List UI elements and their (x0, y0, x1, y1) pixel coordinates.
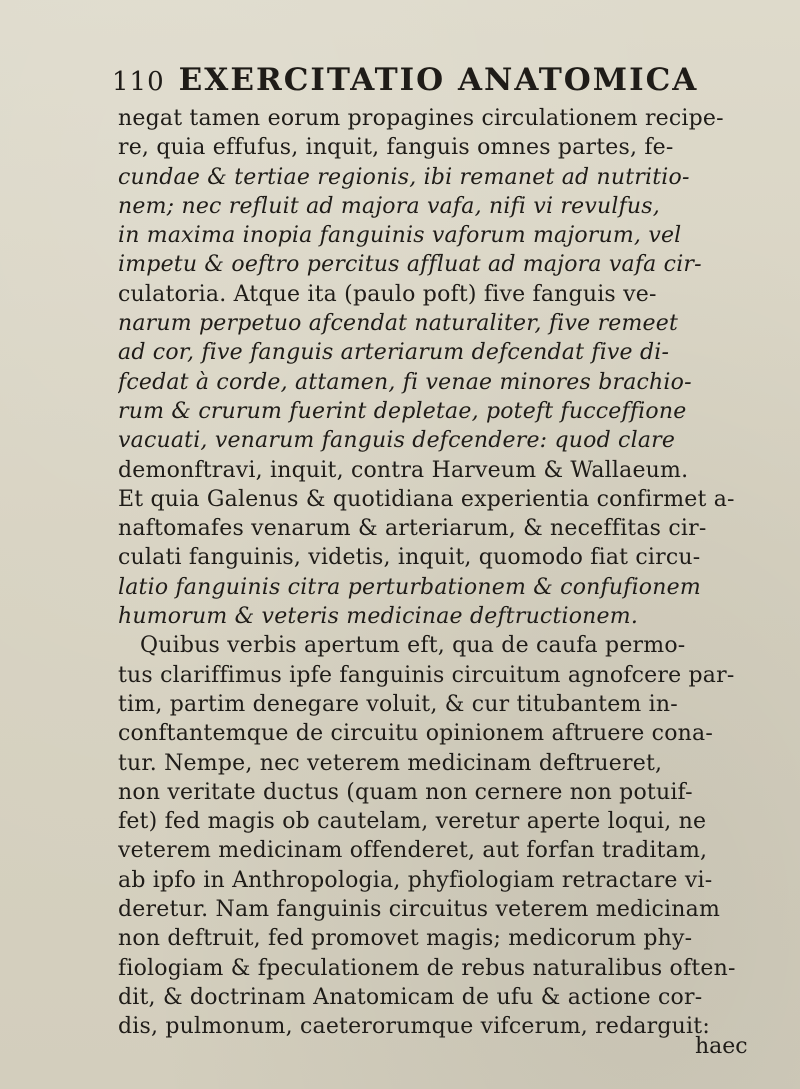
text-line: veterem medicinam offenderet, aut forfan traditam, (118, 838, 708, 864)
text-line: Quibus verbis apertum eft, qua de caufa permo- (140, 633, 686, 659)
text-line: humorum & veteris medicinae deftructionem. (118, 604, 639, 630)
text-line: fet) fed magis ob cautelam, veretur aperte loqui, ne (118, 809, 707, 835)
text-line: in maxima inopia fanguinis vaforum majorum, vel (118, 223, 682, 249)
text-line: Et quia Galenus & quotidiana experientia confirmet a- (118, 486, 735, 512)
text-line: tur. Nempe, nec veterem medicinam deftrueret, (118, 750, 663, 776)
text-line: culati fanguinis, videtis, inquit, quomodo fiat circu- (118, 545, 701, 571)
page-number: 110 (112, 67, 165, 97)
text-line: dis, pulmonum, caeterorumque vifcerum, redarguit: (118, 1014, 710, 1040)
catchword: haec (695, 1034, 748, 1059)
text-line: culatoria. Atque ita (paulo poft) five fanguis ve- (118, 281, 657, 307)
text-line: impetu & oeftro percitus affluat ad majora vafa cir- (118, 252, 702, 278)
text-line: rum & crurum fuerint depletae, poteft fucceffione (118, 398, 687, 424)
text-line: fcedat à corde, attamen, fi venae minores brachio- (118, 369, 692, 395)
text-line: demonftravi, inquit, contra Harveum & Wallaeum. (118, 457, 689, 483)
text-line: non veritate ductus (quam non cernere non potuif- (118, 779, 693, 805)
text-line: latio fanguinis citra perturbationem & confufionem (118, 574, 701, 600)
body-text (118, 104, 754, 1042)
page-header (112, 62, 712, 98)
text-line: ad cor, five fanguis arteriarum defcendat five di- (118, 340, 670, 366)
text-line: narum perpetuo afcendat naturaliter, five remeet (118, 311, 679, 337)
text-line: ab ipfo in Anthropologia, phyfiologiam retractare vi- (118, 867, 713, 893)
text-line: tim, partim denegare voluit, & cur titubantem in- (118, 691, 678, 717)
text-line: naftomafes venarum & arteriarum, & neceffitas cir- (118, 516, 707, 542)
text-line: cundae & tertiae regionis, ibi remanet ad nutritio- (118, 164, 690, 190)
text-line: negat tamen eorum propagines circulationem recipe- (118, 106, 724, 131)
text-line: non deftruit, fed promovet magis; medicorum phy- (118, 926, 693, 952)
running-head: EXERCITATIO ANATOMICA (178, 62, 699, 98)
text-line: nem; nec refluit ad majora vafa, nifi vi revulfus, (118, 193, 660, 219)
text-line: fiologiam & fpeculationem de rebus naturalibus often- (118, 955, 736, 981)
text-line: vacuati, venarum fanguis defcendere: quod clare (118, 428, 676, 454)
text-line: deretur. Nam fanguinis circuitus veterem medicinam (118, 897, 721, 923)
text-line: re, quia effufus, inquit, fanguis omnes partes, fe- (118, 135, 674, 161)
text-line: tus clariffimus ipfe fanguinis circuitum agnofcere par- (118, 662, 735, 688)
text-line: dit, & doctrinam Anatomicam de ufu & actione cor- (118, 984, 703, 1010)
text-line: conftantemque de circuitu opinionem aftruere cona- (118, 721, 713, 747)
